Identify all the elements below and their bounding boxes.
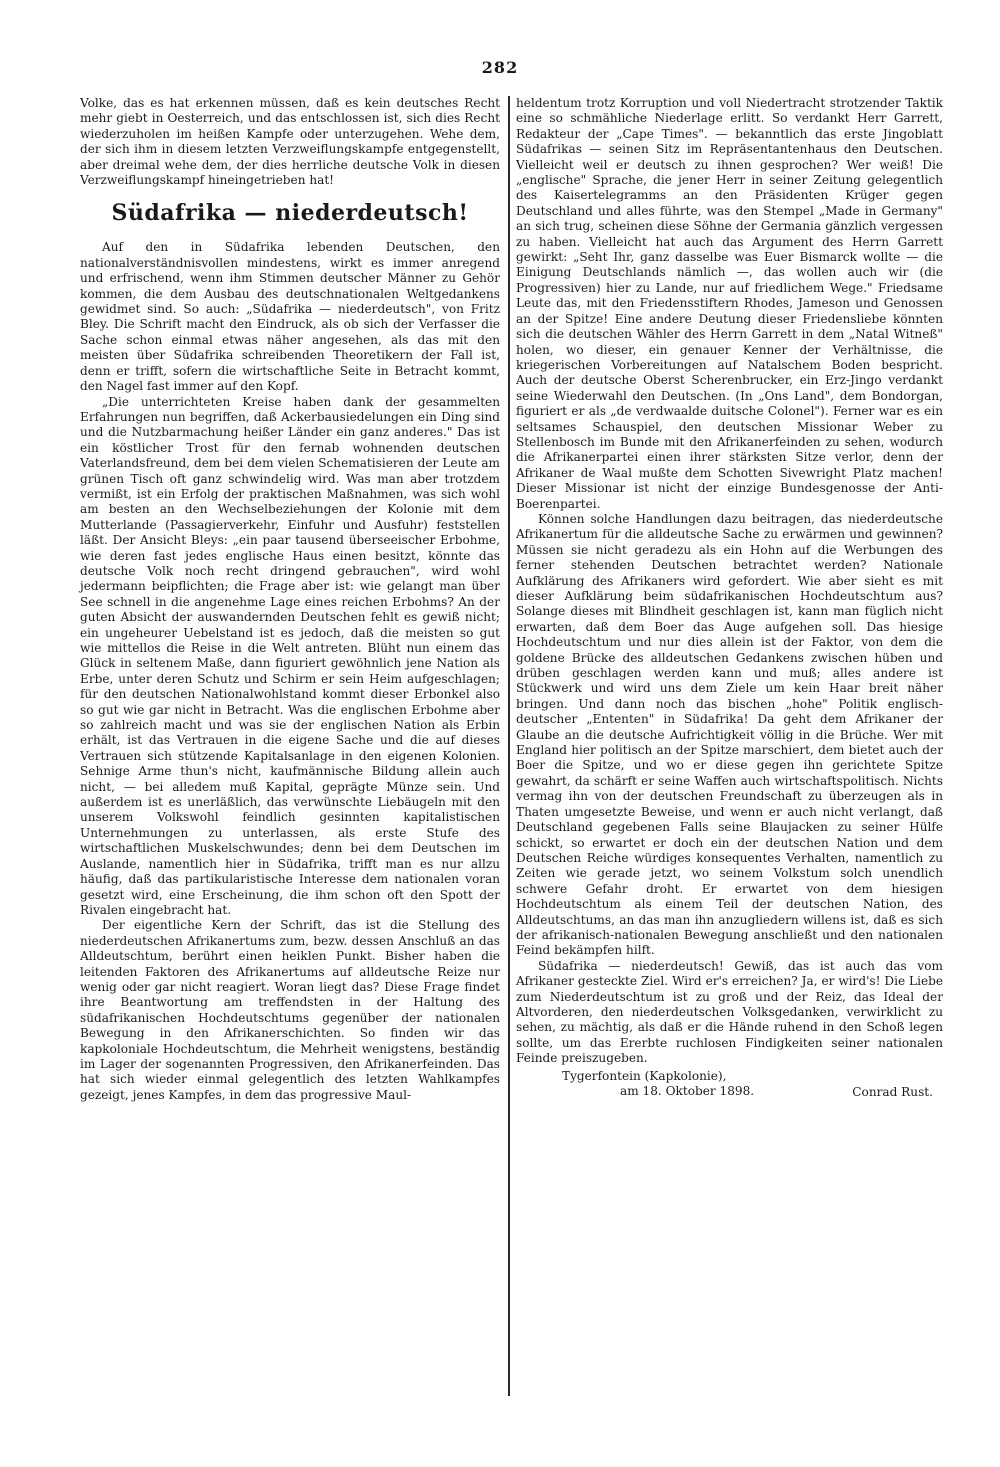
article-paragraph: Südafrika — niederdeutsch! Gewiß, das ist auch das vom Afrikaner gesteckte Ziel. Wird er's erreichen? Ja, er wird's! Die Liebe zum Niederdeutschtum ist zu groß und der Reiz, das Ideal der Altvorderen, den niederdeutschen Volksgedanken, verwirklicht zu sehen, zu mächtig, als daß er die Hände ruhend in den Schoß legen sollte, um das Ererbte ruchlosen Findigkeiten seiner nationalen Feinde preiszugeben. <box>516 958 943 1066</box>
right-column <box>516 96 943 1101</box>
dateline <box>516 1069 943 1101</box>
author-signature: Conrad Rust. <box>852 1085 933 1100</box>
article-paragraph: „Die unterrichteten Kreise haben dank der gesammelten Erfahrungen nun begriffen, daß Ackerbausiedelungen ein Ding sind und die Nutzbarmachung heißer Länder ein ganz anderes." Das ist ein köstlicher Trost für den fernab wohnenden deutschen Vaterlandsfreund, dem bei dem vielen Schematisieren der Leute am grünen Tisch oft ganz schwindelig wird. Was man aber trotzdem vermißt, ist ein Erfolg der praktischen Maßnahmen, was sich wohl am besten an den Wechselbeziehungen der Kolonie mit dem Mutterlande (Passagierverkehr, Einfuhr und Ausfuhr) feststellen läßt. Der Ansicht Bleys: „ein paar tausend überseeischer Erbohme, wie deren fast jedes englische Haus einen besitzt, könnte das deutsche Volk noch recht dringend gebrauchen", wird wohl jedermann beipflichten; die Frage aber ist: wie gelangt man über See schnell in die angenehme Lage eines reichen Erbohms? An der guten Absicht der auswandernden Deutschen fehlt es gewiß nicht; ein ungeheurer Uebelstand ist es jedoch, daß die meisten so gut wie mittellos die Reise in die Welt antreten. Blüht nun einem das Glück in seltenem Maße, dann figuriert gewöhnlich jene Nation als Erbe, unter deren Schutz und Schirm er sein Heim aufgeschlagen; für den deutschen Nationalwohlstand kommt dieser Erbonkel also so gut wie gar nicht in Betracht. Was die englischen Erbohme aber so zahlreich macht und was sie der englischen Nation als Erbin erhält, ist das Vertrauen in die eigene Sache und die auf dieses Vertrauen sich stützende Kapitalsanlage in den eigenen Kolonien. Sehnige Arme thun's nicht, kaufmännische Bildung allein auch nicht, — bei alledem muß Kapital, geprägte Münze sein. Und außerdem ist es unerläßlich, das verwünschte Liebäugeln mit den unserem Volkswohl feindlich gesinnten kapitalistischen Unternehmungen zu unterlassen, als erste Stufe des wirtschaftlichen Muskelschwundes; denn bei dem Deutschen im Auslande, namentlich hier in Südafrika, trifft man es nur allzu häufig, daß das partikularistische Interesse dem nationalen voran gesetzt wird, eine Erscheinung, die ihm schon oft den Spott der Rivalen eingebracht hat. <box>80 394 500 917</box>
article-paragraph: Der eigentliche Kern der Schrift, das ist die Stellung des niederdeutschen Afrikanertums zum, bezw. dessen Anschluß an das Alldeutschtum, berührt einen heiklen Punkt. Bisher haben die leitenden Faktoren des Afrikanertums auf alldeutsche Reize nur wenig oder gar nicht reagiert. Woran liegt das? Diese Frage findet ihre Beantwortung am treffendsten in der Haltung des südafrikanischen Hochdeutschtums gegenüber der nationalen Bewegung in den Afrikanerschichten. So finden wir das kapkoloniale Hochdeutschtum, die Mehrheit wenigstens, beständig im Lager der sogenannten Progressiven, den Afrikanerfeinden. Das hat sich wieder einmal gelegentlich des letzten Wahlkampfes gezeigt, jenes Kampfes, in dem das progressive Maul- <box>80 918 500 1102</box>
dateline-date: am 18. Oktober 1898. <box>620 1084 755 1098</box>
page-number: 282 <box>481 58 519 77</box>
article-paragraph: Auf den in Südafrika lebenden Deutschen, den nationalverständnisvollen mindestens, wirkt es immer anregend und erfrischend, wenn ihm Stimmen deutscher Männer zu Gehör kommen, die dem Ausbau des deutschnationalen Weltgedankens gewidmet sind. So auch: „Südafrika — niederdeutsch", von Fritz Bley. Die Schrift macht den Eindruck, als ob sich der Verfasser die Sache schon einmal etwas näher angesehen, als das mit den meisten über Südafrika schreibenden Theoretikern der Fall ist, denn er trifft, sofern die wirtschaftliche Seite in Betracht kommt, den Nagel fast immer auf den Kopf. <box>80 240 500 394</box>
left-column <box>80 96 500 1103</box>
article-headline: Südafrika — niederdeutsch! <box>111 200 469 227</box>
carryover-paragraph: Volke, das es hat erkennen müssen, daß es kein deutsches Recht mehr giebt in Oesterreich, und das entschlossen ist, sich dies Recht wiederzuholen im heißen Kampfe oder unterzugehen. Wehe dem, der sich ihm in diesem letzten Verzweiflungskampfe entgegenstellt, aber dreimal wehe dem, der dies herrliche deutsche Volk in diesen Verzweiflungskampf hineingetrieben hat! <box>80 96 500 188</box>
dateline-place: Tygerfontein (Kapkolonie), <box>562 1068 727 1083</box>
article-paragraph: Können solche Handlungen dazu beitragen, das niederdeutsche Afrikanertum für die alldeutsche Sache zu erwärmen und gewinnen? Müssen sie nicht geradezu als ein Hohn auf die Werbungen des ferner stehenden Deutschen betrachtet werden? Nationale Aufklärung des Afrikaners wird gefordert. Wie aber sieht es mit dieser Aufklärung beim südafrikanischen Hochdeutschtum aus? Solange dieses mit Blindheit geschlagen ist, kann man füglich nicht erwarten, daß dem Boer das Auge aufgehen soll. Das hiesige Hochdeutschtum und nur dies allein ist der Faktor, von dem die goldene Brücke des alldeutschen Gedankens zwischen hüben und drüben geschlagen werden kann und muß; alles andere ist Stückwerk und wird uns dem Ziele um kein Haar breit näher bringen. Und dann noch das bischen „hohe" Politik englisch-deutscher „Ententen" in Südafrika! Da geht dem Afrikaner der Glaube an die deutsche Aufrichtigkeit völlig in die Brüche. Wer mit England hier politisch an der Spitze marschiert, dem bietet auch der Boer die Spitze, und wo er diese gegen ihn gerichtete Spitze gewahrt, da schärft er seine Waffen auch wirtschaftspolitisch. Nichts vermag ihn von der deutschen Freundschaft zu überzeugen als in Thaten umgesetzte Beweise, und wenn er auch nicht verlangt, daß Deutschland gegebenen Falls seine Blaujacken zu seiner Hülfe schickt, so erwartet er doch ein der deutschen Nation und dem Deutschen Reiche würdiges konsequentes Verhalten, namentlich zu Zeiten wie gerade jetzt, wo seinem Volkstum solch unendlich schwere Gefahr droht. Er erwartet von dem hiesigen Hochdeutschtum als einem Teil der deutschen Nation, des Alldeutschtums, an das man ihn anzugliedern willens ist, daß es sich der afrikanisch-nationalen Bewegung anschließt und den nationalen Feind bekämpfen hilft. <box>516 511 943 958</box>
column-divider <box>508 96 510 1396</box>
article-paragraph: heldentum trotz Korruption und voll Niedertracht strotzender Taktik eine so schmähliche Niederlage erlitt. So verdankt Herr Garrett, Redakteur der „Cape Times". — bekanntlich das erste Jingoblatt Südafrikas — seinen Sitz im Repräsentantenhaus den Deutschen. Vielleicht weil er deutsch zu ihnen gesprochen? Wer weiß! Die „englische" Sprache, die jener Herr in seiner Zeitung gelegentlich des Kaisertelegramms an den Präsidenten Krüger gegen Deutschland und alles führte, was den Stempel „Made in Germany" an sich trug, scheinen diese Söhne der Germania gänzlich vergessen zu haben. Vielleicht hat auch das Argument des Herrn Garrett gewirkt: „Seht Ihr, ganz dasselbe was Euer Bismarck wollte — die Einigung Deutschlands nämlich —, das wollen auch wir (die Progressiven) hier zu Lande, nur auf friedlichem Wege." Friedsame Leute das, mit den Friedensstiftern Rhodes, Jameson und Genossen an der Spitze! Eine andere Deutung dieser Friedensliebe könnten sich die deutschen Wähler des Herrn Garrett in dem „Natal Witneß" holen, wo dieser, ein genauer Kenner der Verhältnisse, die kriegerischen Vorbereitungen auf Natalschem Boden bespricht. Auch der deutsche Oberst Scherenbrucker, ein Erz-Jingo verdankt seine Wiederwahl den Deutschen. (In „Ons Land", dem Bondorgan, figuriert er als „de verdwaalde duitsche Colonel"). Ferner war es ein seltsames Schauspiel, den deutschen Missionar Weber zu Stellenbosch im Bunde mit den Afrikanerfeinden zu sehen, wodurch die Afrikanerpartei einen ihrer stärksten Sitze verlor, denn der Afrikaner de Waal mußte dem Schotten Sivewright Platz machen! Dieser Missionar ist nicht der einzige Bundesgenosse der Anti-Boerenpartei. <box>516 96 943 511</box>
